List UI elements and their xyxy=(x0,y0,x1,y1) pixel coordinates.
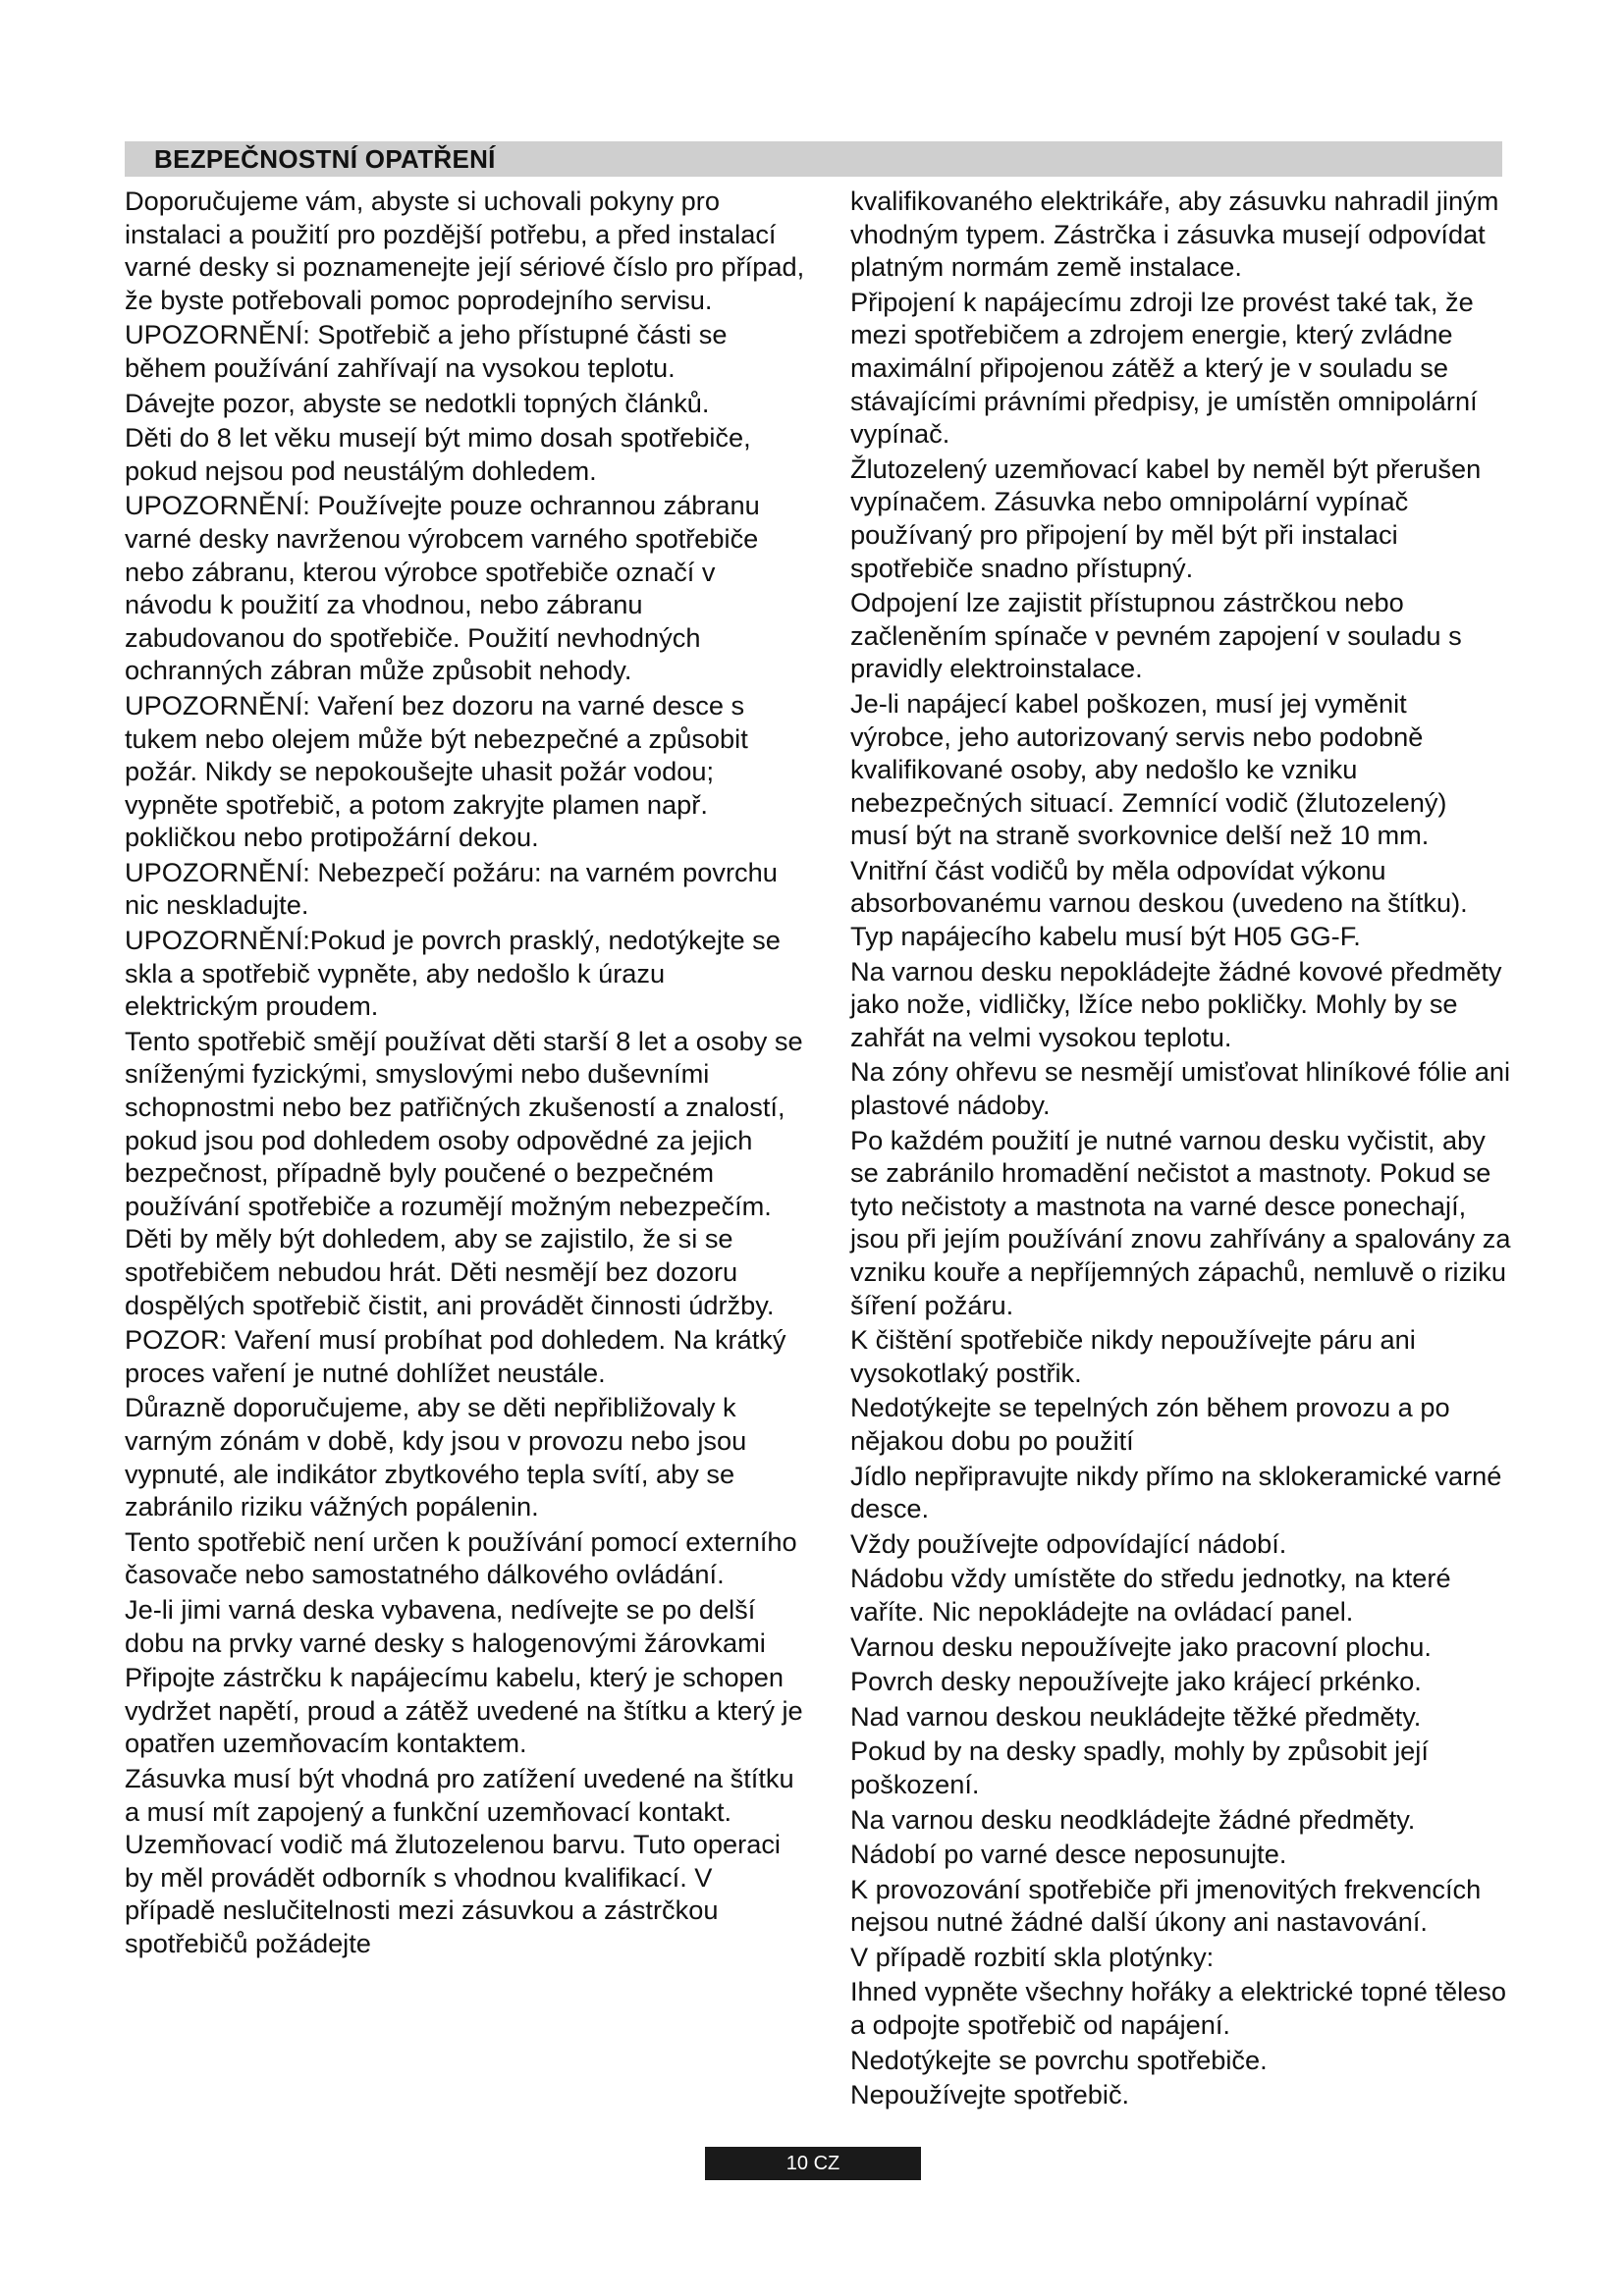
left-column xyxy=(125,185,805,1961)
paragraph-cable-type: Vnitřní část vodičů by měla odpovídat výkonu absorbovanému varnou deskou (uvedeno na štítku). Typ napájecího kabelu musí být H05 GG-F. xyxy=(850,854,1468,952)
paragraph-halogen: Je-li jimi varná deska vybavena, nedívejte se po delší dobu na prvky varné desky s halogenovými žárovkami xyxy=(125,1593,766,1658)
paragraph-do-not-use: Nepoužívejte spotřebič. xyxy=(850,2079,1130,2110)
paragraph-damaged-cable: Je-li napájecí kabel poškozen, musí jej vyměnit výrobce, jeho autorizovaný servis nebo podobně kvalifikované osoby, aby nedošlo ke vzniku nebezpečných situací. Zemnící vodič (žlutozelený) musí být na straně svorkovnice delší než 10 mm. xyxy=(850,687,1447,851)
paragraph-metal-objects: Na varnou desku nepokládejte žádné kovové předměty jako nože, vidličky, lžíce nebo pokličky. Mohly by se zahřát na velmi vysokou teplotu. xyxy=(850,955,1502,1052)
paragraph-falling-damage: Pokud by na desky spadly, mohly by způsobit její poškození. xyxy=(850,1735,1429,1799)
paragraph-center-pot: Nádobu vždy umístěte do středu jednotky, na které vaříte. Nic nepokládejte na ovládací panel. xyxy=(850,1563,1451,1627)
paragraph-socket-earthing: Zásuvka musí být vhodná pro zatížení uvedené na štítku a musí mít zapojený a funkční uzemňovací kontakt. Uzemňovací vodič má žlutozelenou barvu. Tuto operaci by měl provádět odborník s vhodnou kvalifikací. V případě neslučitelnosti mezi zásuvkou a zástrčkou spotřebičů požádejte xyxy=(125,1762,794,1958)
paragraph-warning-hot-parts: UPOZORNĚNÍ: Spotřebič a jeho přístupné části se během používání zahřívají na vysokou teplotu. xyxy=(125,319,728,383)
paragraph-no-objects: Na varnou desku neodkládejte žádné předměty. xyxy=(850,1803,1416,1835)
paragraph-children-under-8: Děti do 8 let věku musejí být mimo dosah spotřebiče, pokud nejsou pod neustálým dohledem. xyxy=(125,422,751,486)
right-column xyxy=(850,185,1511,2113)
section-title: BEZPEČNOSTNÍ OPATŘENÍ xyxy=(154,144,496,174)
paragraph-aluminium-foil: Na zóny ohřevu se nesmějí umisťovat hliníkové fólie ani plastové nádoby. xyxy=(850,1056,1511,1121)
paragraph-children-usage: Tento spotřebič smějí používat děti starší 8 let a osoby se sníženými fyzickými, smyslovými nebo duševními schopnostmi nebo bez patřičných zkušeností a znalostí, pokud jsou pod dohledem osoby odpovědné za jejich bezpečnost, případně byly poučené o bezpečném používání spotřebiče a rozumějí možným nebezpečím. Děti by měly být dohledem, aby se zajistilo, že si se spotřebičem nebudou hrát. Děti nesmějí bez dozoru dospělých spotřebič čistit, ani provádět činnosti údržby. xyxy=(125,1025,803,1320)
paragraph-work-surface: Varnou desku nepoužívejte jako pracovní plochu. xyxy=(850,1630,1432,1662)
paragraph-cookware: Vždy používejte odpovídající nádobí. xyxy=(850,1527,1287,1559)
page-number-box xyxy=(705,2147,921,2180)
paragraph-food-direct: Jídlo nepřipravujte nikdy přímo na sklokeramické varné desce. xyxy=(850,1460,1502,1524)
paragraph-electrician: kvalifikovaného elektrikáře, aby zásuvku nahradil jiným vhodným typem. Zástrčka i zásuvka musejí odpovídat platným normám země instalace. xyxy=(850,186,1499,283)
paragraph-warning-oil-fire: UPOZORNĚNÍ: Vaření bez dozoru na varné desce s tukem nebo olejem může být nebezpečné a způsobit požár. Nikdy se nepokoušejte uhasit požár vodou; vypněte spotřebič, a potom zakryjte plamen např. pokličkou nebo protipožární dekou. xyxy=(125,689,748,853)
paragraph-plug-connection: Připojte zástrčku k napájecímu kabelu, který je schopen vydržet napětí, proud a zátěž uvedené na štítku a který je opatřen uzemňovacím kontaktem. xyxy=(125,1662,803,1759)
section-header-bar xyxy=(125,141,1502,177)
paragraph-omnipolar-switch: Připojení k napájecímu zdroji lze provést také tak, že mezi spotřebičem a zdrojem energie, který zvládne maximální připojenou zátěž a který je v souladu se stávajícími právními předpisy, je umístěn omnipolární vypínač. xyxy=(850,286,1478,450)
paragraph-hot-zones: Nedotýkejte se tepelných zón během provozu a po nějakou dobu po použití xyxy=(850,1392,1450,1456)
paragraph-children-zones: Důrazně doporučujeme, aby se děti nepřibližovaly k varným zónám v době, kdy jsou v provozu nebo jsou vypnuté, ale indikátor zbytkového tepla svítí, aby se zabránilo riziku vážných popálenin. xyxy=(125,1392,747,1522)
paragraph-external-timer: Tento spotřebič není určen k používání pomocí externího časovače nebo samostatného dálkového ovládání. xyxy=(125,1525,797,1590)
paragraph-heavy-objects: Nad varnou deskou neukládejte těžké předměty. xyxy=(850,1700,1422,1732)
paragraph-heating-elements: Dávejte pozor, abyste se nedotkli topných článků. xyxy=(125,387,710,418)
paragraph-do-not-touch: Nedotýkejte se povrchu spotřebiče. xyxy=(850,2044,1268,2075)
paragraph-disconnection: Odpojení lze zajistit přístupnou zástrčkou nebo začleněním spínače v pevném zapojení v souladu s pravidly elektroinstalace. xyxy=(850,587,1462,684)
paragraph-no-sliding: Nádobí po varné desce neposunujte. xyxy=(850,1839,1287,1870)
paragraph-cleaning-after-use: Po každém použití je nutné varnou desku vyčistit, aby se zabránilo hromadění nečistot a mastnoty. Pokud se tyto nečistoty a mastnota na varné desce ponechají, jsou při jejím používání znovu zahřívány a spalovány za vzniku kouře a nepříjemných zápachů, nemluvě o riziku šíření požáru. xyxy=(850,1124,1511,1320)
paragraph-earth-cable: Žlutozelený uzemňovací kabel by neměl být přerušen vypínačem. Zásuvka nebo omnipolární vypínač používaný pro připojení by měl být při instalaci spotřebiče snadno přístupný. xyxy=(850,453,1482,583)
paragraph-steam-cleaning: K čištění spotřebiče nikdy nepoužívejte páru ani vysokotlaký postřik. xyxy=(850,1324,1416,1388)
paragraph-warning-cracked: UPOZORNĚNÍ:Pokud je povrch prasklý, nedotýkejte se skla a spotřebič vypněte, aby nedošlo k úrazu elektrickým proudem. xyxy=(125,925,781,1022)
paragraph-caution-supervision: POZOR: Vaření musí probíhat pod dohledem. Na krátký proces vaření je nutné dohlížet neustále. xyxy=(125,1324,786,1388)
paragraph-instructions-storage: Doporučujeme vám, abyste si uchovali pokyny pro instalaci a použití pro pozdější potřebu, a před instalací varné desky si poznamenejte její sériové číslo pro případ, že byste potřebovali pomoc poprodejního servisu. xyxy=(125,186,805,315)
paragraph-warning-storage: UPOZORNĚNÍ: Nebezpečí požáru: na varném povrchu nic neskladujte. xyxy=(125,856,778,921)
paragraph-warning-guards: UPOZORNĚNÍ: Používejte pouze ochrannou zábranu varné desky navrženou výrobcem varného spotřebiče nebo zábranu, kterou výrobce spotřebiče označí v návodu k použití za vhodnou, nebo zábranu zabudovanou do spotřebiče. Použití nevhodných ochranných zábran může způsobit nehody. xyxy=(125,490,760,686)
paragraph-broken-glass: V případě rozbití skla plotýnky: xyxy=(850,1941,1215,1972)
paragraph-switch-off: Ihned vypněte všechny hořáky a elektrické topné těleso a odpojte spotřebič od napájení. xyxy=(850,1976,1507,2041)
paragraph-rated-frequency: K provozování spotřebiče při jmenovitých frekvencích nejsou nutné žádné další úkony ani nastavování. xyxy=(850,1873,1482,1938)
paragraph-cutting-board: Povrch desky nepoužívejte jako krájecí prkénko. xyxy=(850,1666,1422,1697)
page-number: 10 CZ xyxy=(785,2153,840,2174)
